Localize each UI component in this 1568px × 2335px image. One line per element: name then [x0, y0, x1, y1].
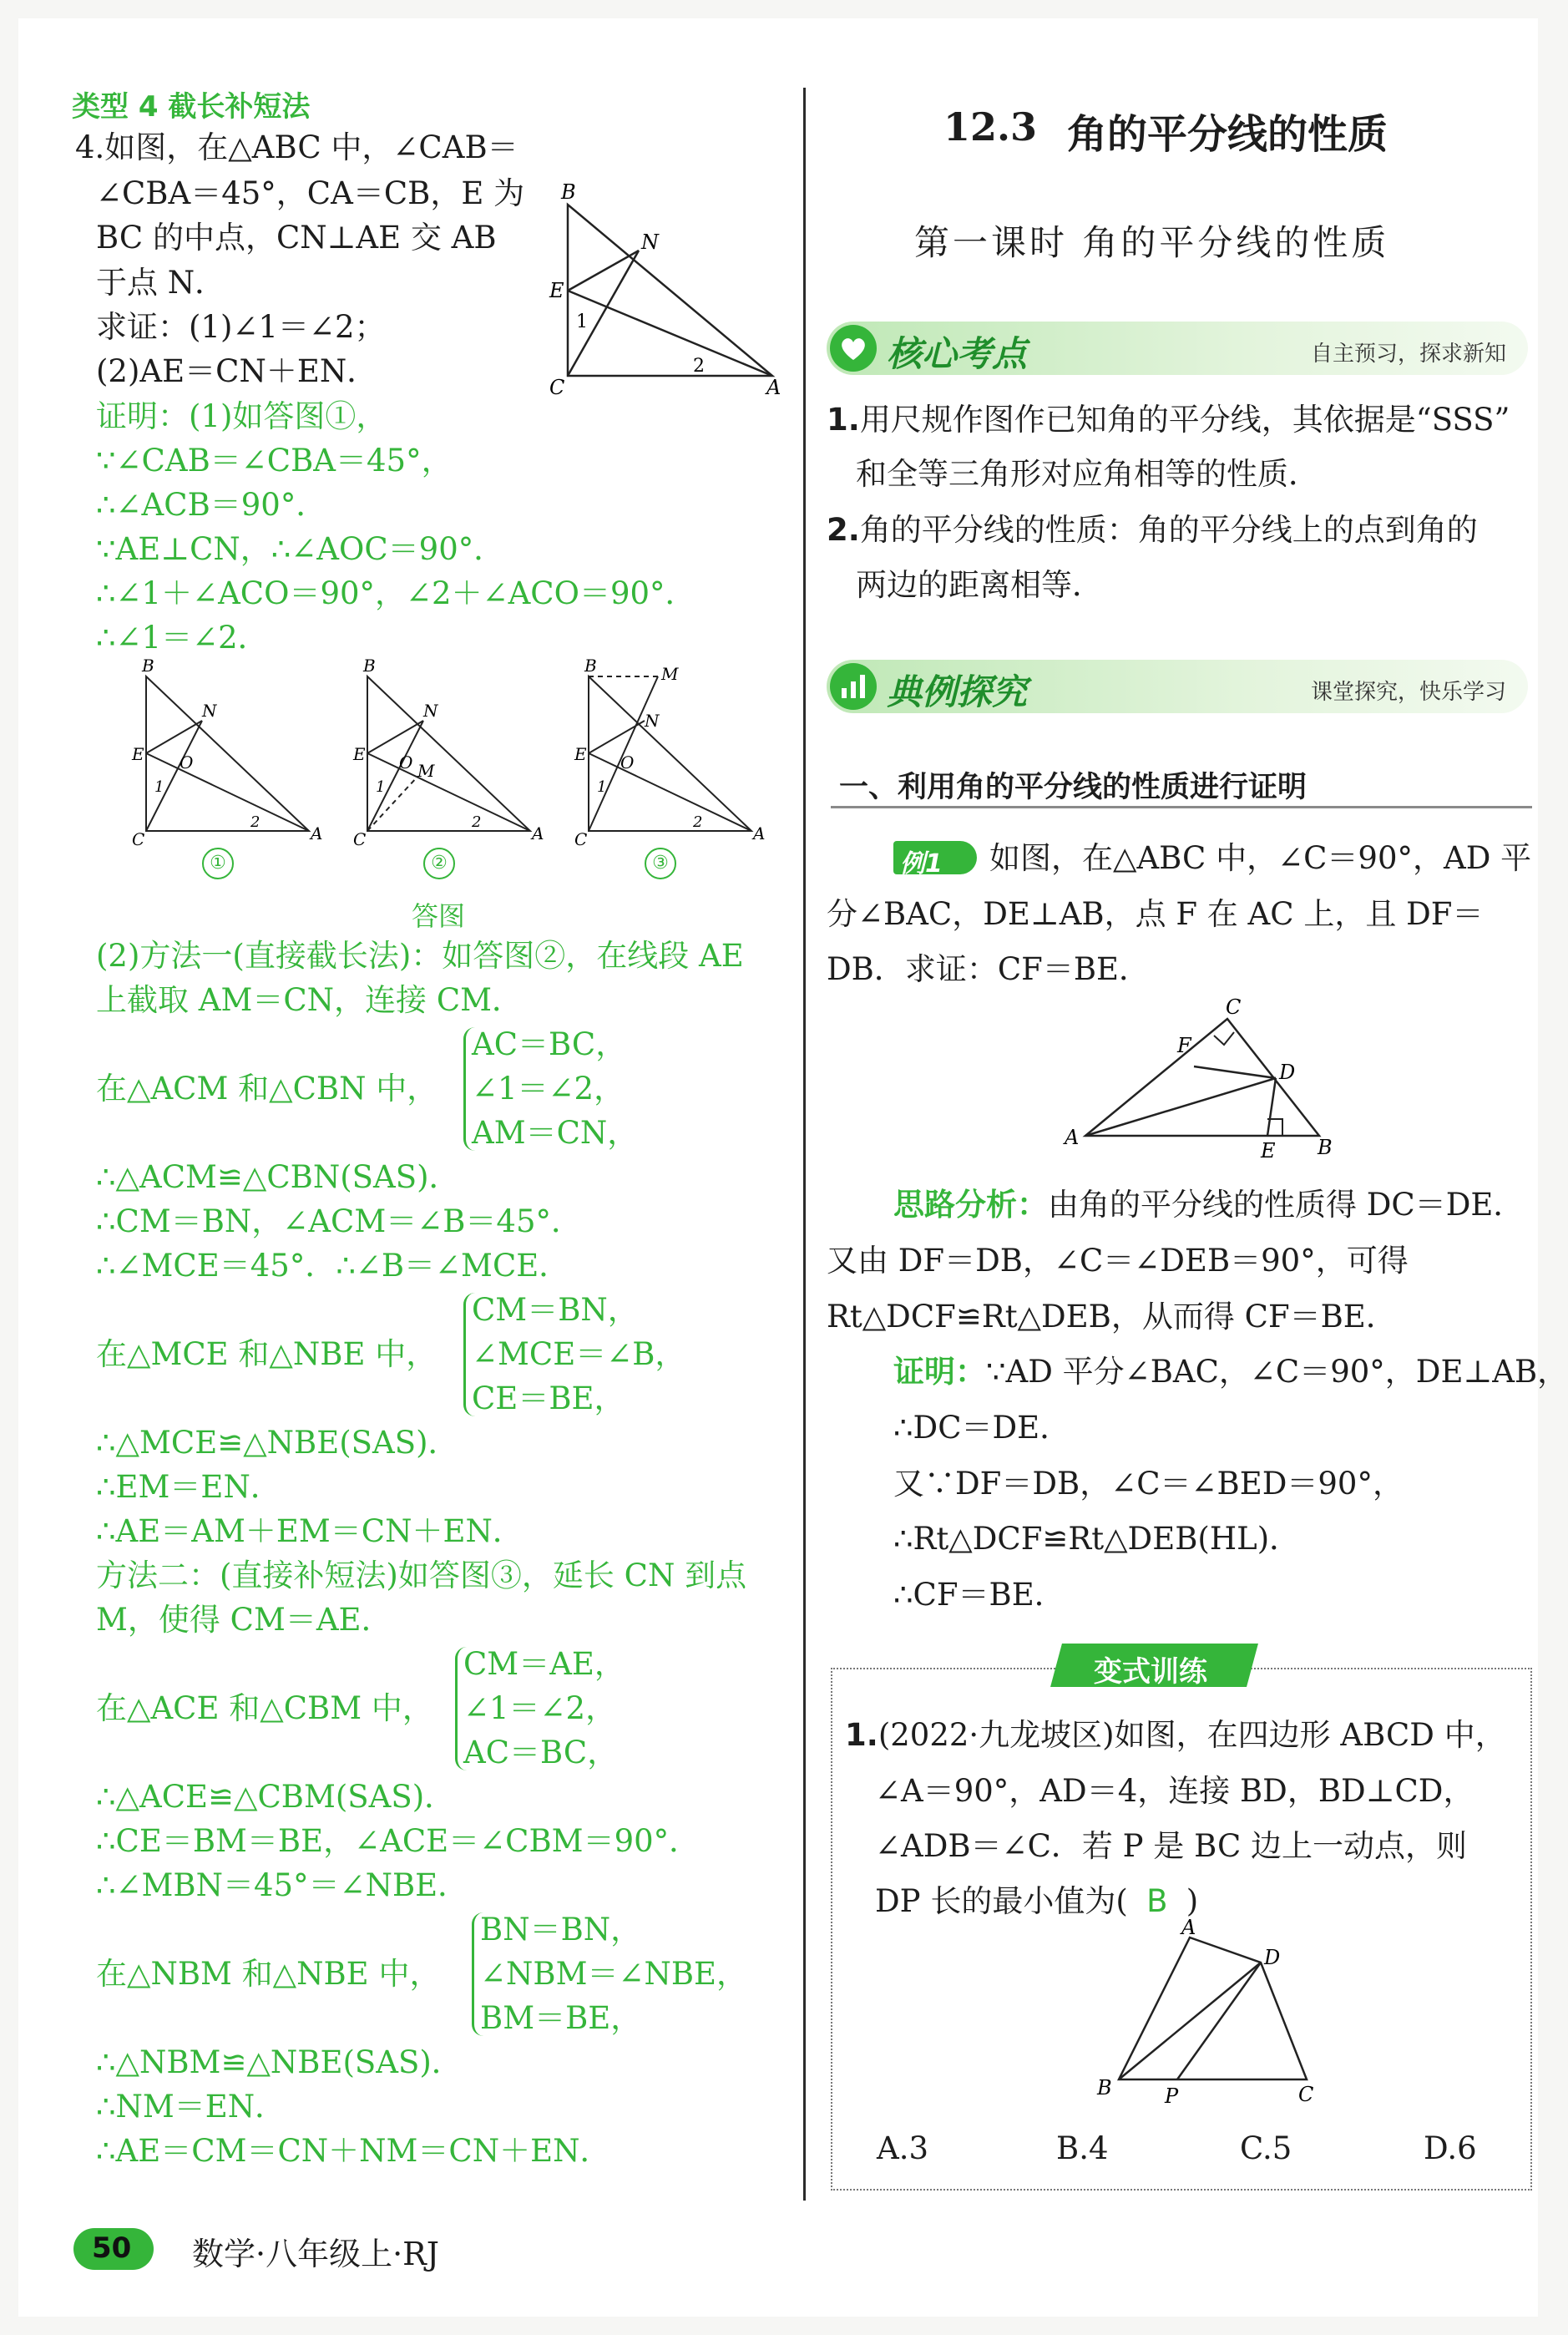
column-divider [803, 88, 806, 2201]
figure-number: ② [423, 848, 455, 879]
proof-line: ∴CF＝BE． [893, 1577, 1065, 1613]
practice-prefix: DP 长的最小值为( [875, 1883, 1128, 1919]
proof-line: 又∵DF＝DB，∠C＝∠BED＝90°， [893, 1466, 1404, 1502]
proof-line: ∴△NBM≌△NBE(SAS)． [96, 2044, 463, 2080]
svg-text:2: 2 [472, 813, 482, 831]
system-line: BM＝BE， [480, 2000, 642, 2036]
system-prefix: 在△NBM 和△NBE 中， [96, 1956, 441, 1992]
heading-rule [831, 806, 1532, 808]
svg-text:B: B [561, 180, 576, 204]
bar-chart-icon [830, 663, 877, 710]
answer-figures [125, 656, 785, 852]
proof-line: ∴Rt△DCF≌Rt△DEB(HL)． [893, 1521, 1301, 1557]
svg-text:C: C [1226, 995, 1242, 1019]
proof-line: 上截取 AM＝CN，连接 CM． [96, 982, 524, 1018]
svg-text:B: B [1318, 1136, 1333, 1159]
svg-text:C: C [353, 829, 367, 849]
svg-text:N: N [423, 701, 438, 721]
svg-text:O: O [620, 752, 635, 772]
practice-title: 变式训练 [1094, 1655, 1207, 1689]
answer: B [1146, 1883, 1168, 1919]
proof-line: ∴EM＝EN． [96, 1469, 281, 1505]
item-number: 1. [827, 402, 860, 438]
proof-line: ∴∠1＋∠ACO＝90°，∠2＋∠ACO＝90°． [96, 575, 696, 611]
heart-icon [830, 325, 877, 372]
typical-title: 典例探究 [887, 671, 1028, 712]
core-item-cont: 和全等三角形对应角相等的性质． [856, 456, 1319, 492]
proof-line: ∴NM＝EN． [96, 2089, 286, 2125]
analysis-line: 又由 DF＝DB，∠C＝∠DEB＝90°，可得 [827, 1243, 1409, 1279]
system-line: CM＝AE， [463, 1646, 625, 1682]
svg-text:A: A [766, 376, 781, 399]
core-banner [827, 322, 1528, 375]
practice-figure [1085, 1916, 1336, 2108]
svg-text:1: 1 [597, 778, 607, 796]
system-line: AC＝BC， [463, 1735, 619, 1770]
svg-text:A: A [532, 823, 544, 843]
svg-text:F: F [1177, 1034, 1191, 1057]
lesson-title: 第一课时 角的平分线的性质 [914, 222, 1390, 263]
type-label: 类型 4 截长补短法 [72, 90, 311, 124]
system-line: ∠NBM＝∠NBE， [480, 1956, 748, 1992]
svg-text:C: C [132, 829, 145, 849]
system-line: ∠MCE＝∠B， [472, 1336, 686, 1372]
part-heading: 一、利用角的平分线的性质进行证明 [839, 771, 1308, 804]
figure-caption: 答图 [412, 900, 466, 932]
problem-figure [543, 175, 793, 401]
svg-text:1: 1 [376, 778, 386, 796]
svg-text:2: 2 [693, 813, 703, 831]
option: A.3 [877, 2130, 929, 2166]
problem-line: (2)AE＝CN＋EN． [96, 353, 378, 389]
analysis-text: 由角的平分线的性质得 DC＝DE． [1048, 1187, 1525, 1223]
proof-text: ∵AD 平分∠BAC，∠C＝90°，DE⊥AB， [986, 1354, 1568, 1390]
proof-line: 证明：(1)如答图①， [96, 398, 387, 434]
section-title: 角的平分线的性质 [1067, 111, 1388, 158]
problem-line: BC 的中点，CN⊥AE 交 AB [96, 220, 497, 256]
analysis-label: 思路分析： [893, 1187, 1048, 1223]
item-number: 2. [827, 512, 860, 548]
svg-text:O: O [180, 752, 194, 772]
svg-text:D: D [1264, 1946, 1281, 1969]
proof-line: ∵∠CAB＝∠CBA＝45°， [96, 443, 453, 479]
option: B.4 [1056, 2130, 1109, 2166]
option: C.5 [1240, 2130, 1292, 2166]
svg-text:2: 2 [250, 813, 260, 831]
proof-line: ∴CE＝BM＝BE，∠ACE＝∠CBM＝90°． [96, 1823, 701, 1859]
proof-line [893, 1345, 1568, 1400]
svg-text:1: 1 [576, 312, 588, 332]
svg-text:C: C [1298, 2083, 1314, 2106]
system-line: BN＝BN， [480, 1912, 642, 1948]
practice-line: ∠ADB＝∠C．若 P 是 BC 边上一动点，则 [875, 1828, 1468, 1864]
example-line: 分∠BAC，DE⊥AB，点 F 在 AC 上，且 DF＝ [827, 896, 1484, 932]
proof-line: ∴∠ACB＝90°． [96, 487, 327, 523]
system-line: AM＝CN， [472, 1115, 639, 1151]
option: D.6 [1424, 2130, 1477, 2166]
problem-line: 于点 N． [96, 265, 226, 301]
practice-line [875, 1874, 1198, 1929]
svg-text:A: A [1181, 1916, 1196, 1939]
figure-number: ③ [645, 848, 676, 879]
proof-line: M，使得 CM＝AE． [96, 1602, 392, 1638]
book-info: 数学·八年级上·RJ [192, 2236, 440, 2272]
core-subtitle: 自主预习，探求新知 [1310, 342, 1506, 367]
svg-text:B: B [584, 656, 597, 676]
proof-line: ∴△MCE≌△NBE(SAS)． [96, 1425, 459, 1461]
svg-text:O: O [399, 752, 413, 772]
practice-line [845, 1708, 1506, 1763]
core-title: 核心考点 [887, 333, 1028, 374]
system-prefix: 在△ACE 和△CBM 中， [96, 1690, 433, 1726]
system-line: CE＝BE， [472, 1380, 625, 1416]
proof-line: 方法二：(直接补短法)如答图③，延长 CN 到点 [96, 1558, 747, 1593]
svg-text:M: M [417, 761, 435, 781]
typical-subtitle: 课堂探究，快乐学习 [1310, 680, 1506, 705]
svg-text:1: 1 [154, 778, 164, 796]
svg-text:2: 2 [693, 356, 705, 377]
core-item [827, 393, 1510, 448]
proof-line: ∵AE⊥CN，∴∠AOC＝90°． [96, 531, 505, 567]
analysis-line [893, 1178, 1524, 1233]
proof-line: ∴∠1＝∠2． [96, 620, 269, 656]
svg-text:E: E [353, 744, 366, 764]
item-text: 用尺规作图作已知角的平分线，其依据是“SSS” [859, 402, 1510, 438]
system-prefix: 在△MCE 和△NBE 中， [96, 1336, 438, 1372]
example-figure [1052, 995, 1344, 1169]
proof-line: ∴CM＝BN，∠ACM＝∠B＝45°． [96, 1203, 582, 1239]
example-line: 如图，在△ABC 中，∠C＝90°，AD 平 [989, 840, 1532, 876]
svg-text:N: N [645, 711, 660, 731]
problem-line: ∠CBA＝45°，CA＝CB，E 为 [96, 175, 525, 211]
figure-number: ① [202, 848, 234, 879]
svg-text:A: A [1065, 1126, 1080, 1149]
problem-line: 4.如图，在△ABC 中，∠CAB＝ [75, 129, 518, 165]
typical-banner [827, 660, 1528, 713]
analysis-line: Rt△DCF≌Rt△DEB，从而得 CF＝BE． [827, 1299, 1397, 1335]
system-line: ∠1＝∠2， [463, 1690, 617, 1726]
svg-text:B: B [363, 656, 376, 676]
svg-text:N: N [202, 701, 217, 721]
example-line: DB．求证：CF＝BE． [827, 951, 1151, 987]
svg-text:D: D [1279, 1061, 1296, 1084]
svg-text:C: C [574, 829, 588, 849]
svg-text:P: P [1165, 2084, 1179, 2108]
system-line: AC＝BC， [472, 1026, 627, 1062]
system-line: CM＝BN， [472, 1292, 639, 1328]
core-item-cont: 两边的距离相等． [856, 567, 1103, 603]
proof-label: 证明： [893, 1354, 986, 1390]
example-badge-label: 例1 [900, 849, 943, 879]
practice-text: (2022·九龙坡区)如图，在四边形 ABCD 中， [878, 1717, 1506, 1753]
system-line: ∠1＝∠2， [472, 1071, 625, 1107]
svg-text:B: B [1097, 2076, 1112, 2099]
proof-line: ∴AE＝AM＋EM＝CN＋EN． [96, 1513, 524, 1549]
proof-line: ∴∠MCE＝45°．∴∠B＝∠MCE． [96, 1248, 570, 1284]
proof-line: ∴△ACE≌△CBM(SAS)． [96, 1779, 456, 1815]
practice-number: 1. [845, 1717, 878, 1753]
svg-text:E: E [132, 744, 144, 764]
proof-line: ∴AE＝CM＝CN＋NM＝CN＋EN． [96, 2133, 611, 2169]
svg-text:E: E [574, 744, 587, 764]
svg-text:A: A [311, 823, 323, 843]
core-item [827, 503, 1478, 558]
proof-line: ∴△ACM≌△CBN(SAS)． [96, 1159, 460, 1195]
svg-text:E: E [549, 279, 564, 302]
proof-line: (2)方法一(直接截长法)：如答图②，在线段 AE [96, 938, 744, 974]
problem-line: 求证：(1)∠1＝∠2； [96, 309, 386, 345]
svg-text:C: C [549, 376, 565, 399]
proof-line: ∴∠MBN＝45°＝∠NBE． [96, 1867, 469, 1903]
proof-line: ∴DC＝DE． [893, 1410, 1071, 1446]
svg-text:N: N [641, 230, 659, 254]
item-text: 角的平分线的性质：角的平分线上的点到角的 [859, 512, 1478, 548]
svg-text:M: M [661, 664, 679, 684]
system-prefix: 在△ACM 和△CBN 中， [96, 1071, 438, 1107]
page-number: 50 [92, 2231, 132, 2265]
practice-suffix: ) [1186, 1883, 1199, 1919]
svg-text:A: A [753, 823, 766, 843]
svg-text:E: E [1261, 1139, 1276, 1162]
section-number: 12.3 [943, 104, 1038, 149]
svg-text:B: B [142, 656, 154, 676]
practice-line: ∠A＝90°，AD＝4，连接 BD，BD⊥CD， [875, 1773, 1474, 1809]
